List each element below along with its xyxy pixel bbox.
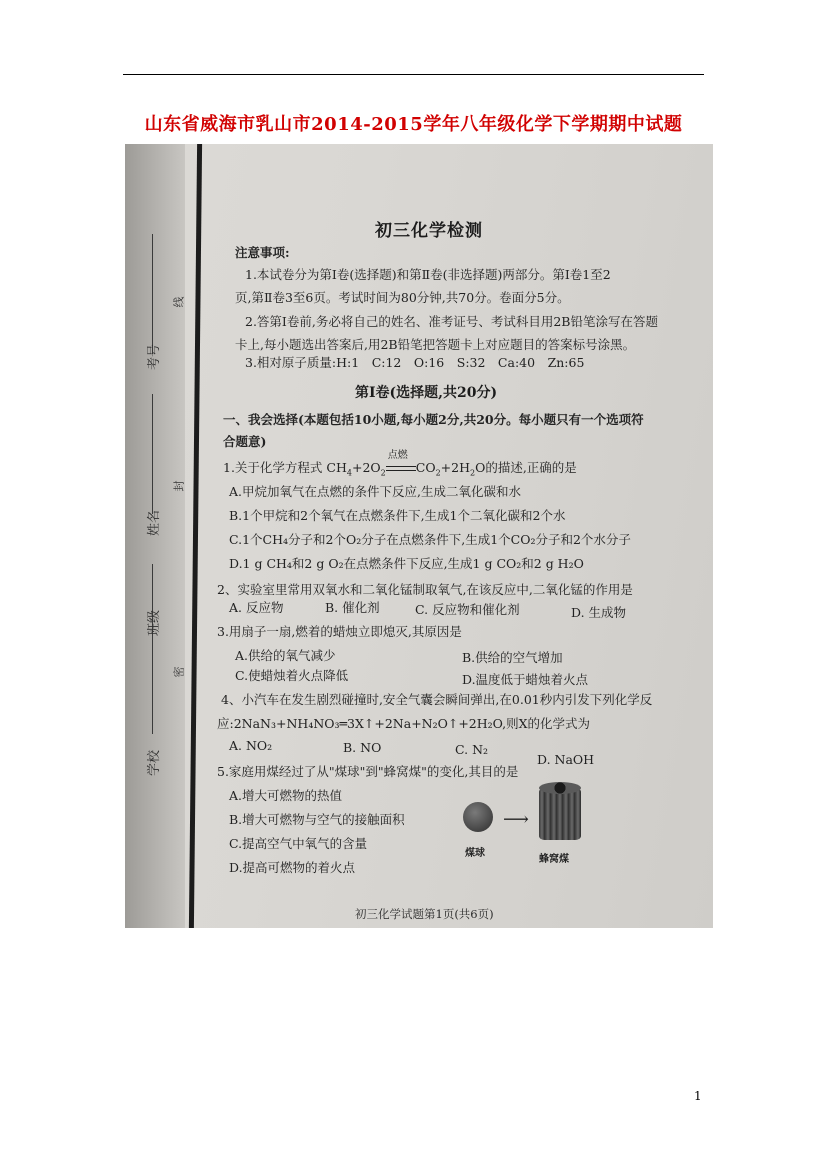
honeycomb-coal-label: 蜂窝煤 — [539, 854, 569, 865]
seal-mark-line: 线 — [172, 296, 186, 308]
q2-option-b: B. 催化剂 — [325, 600, 380, 615]
q4-option-d: D. NaOH — [537, 752, 595, 767]
q4-option-b: B. NO — [343, 740, 382, 755]
notes-title: 注意事项: — [235, 245, 290, 260]
coal-ball-image — [463, 802, 493, 832]
exam-heading: 初三化学检测 — [375, 221, 483, 241]
honeycomb-coal-image — [539, 788, 581, 840]
q1-stem-post: 的描述,正确的是 — [485, 460, 577, 475]
instruction-line: 合题意) — [223, 434, 267, 449]
reaction-condition: 点燃 — [387, 450, 408, 461]
binding-label-school: 学校 — [147, 749, 162, 776]
section-title: 第Ⅰ卷(选择题,共20分) — [355, 385, 498, 401]
seal-mark-seal: 封 — [172, 480, 186, 492]
binding-label-class: 班级 — [147, 609, 162, 636]
note-line: 卡上,每小题选出答案后,用2B铅笔把答题卡上对应题目的答案标号涂黑。 — [235, 337, 636, 352]
q3-option-b: B.供给的空气增加 — [462, 650, 563, 665]
q2-option-a: A. 反应物 — [229, 600, 284, 615]
page-footer: 初三化学试题第1页(共6页) — [355, 907, 494, 921]
binding-label-exam-number: 考号 — [147, 343, 162, 370]
binding-underline — [152, 394, 153, 514]
q2-option-d: D. 生成物 — [571, 605, 627, 620]
question-3-stem: 3.用扇子一扇,燃着的蜡烛立即熄灭,其原因是 — [217, 624, 462, 639]
arrow-right-icon: ⟶ — [503, 809, 529, 830]
document-title: 山东省威海市乳山市2014-2015学年八年级化学下学期期中试题 — [144, 114, 683, 135]
instruction-line: 一、我会选择(本题包括10小题,每小题2分,共20分。每小题只有一个选项符 — [223, 412, 644, 427]
q2-option-c: C. 反应物和催化剂 — [415, 602, 520, 617]
q3-option-c: C.使蜡烛着火点降低 — [235, 668, 349, 683]
q3-option-a: A.供给的氧气减少 — [235, 648, 336, 663]
question-1-stem: 1.关于化学方程式 $CH_4+2O_2$ 点燃 $CO_2+2H_2O$的描述,正确的是 — [223, 450, 577, 478]
q5-option-b: B.增大可燃物与空气的接触面积 — [229, 812, 405, 827]
binding-underline — [152, 644, 153, 734]
q1-option-c: C.1个CH₄分子和2个O₂分子在点燃条件下,生成1个CO₂分子和2个水分子 — [229, 532, 631, 547]
q1-stem-pre: 1.关于化学方程式 CH — [223, 460, 347, 475]
q4-option-a: A. NO₂ — [229, 738, 273, 753]
photo-edge-shadow — [125, 144, 185, 928]
reaction-arrow — [386, 450, 416, 475]
q3-option-d: D.温度低于蜡烛着火点 — [462, 672, 589, 687]
exam-paper-photo — [125, 144, 713, 928]
q5-option-d: D.提高可燃物的着火点 — [229, 860, 356, 875]
note-line: 1.本试卷分为第Ⅰ卷(选择题)和第Ⅱ卷(非选择题)两部分。第Ⅰ卷1至2 — [245, 267, 611, 282]
q5-option-a: A.增大可燃物的热值 — [229, 788, 343, 803]
question-5-stem: 5.家庭用煤经过了从"煤球"到"蜂窝煤"的变化,其目的是 — [217, 764, 519, 779]
binding-line — [189, 144, 202, 928]
seal-mark-secret: 密 — [172, 666, 186, 678]
question-2-stem: 2、实验室里常用双氧水和二氧化锰制取氧气,在该反应中,二氧化锰的作用是 — [217, 582, 633, 597]
q4-option-c: C. N₂ — [455, 742, 489, 757]
q1-option-b: B.1个甲烷和2个氧气在点燃条件下,生成1个二氧化碳和2个水 — [229, 508, 566, 523]
binding-label-name: 姓名 — [147, 509, 162, 536]
q5-option-c: C.提高空气中氧气的含量 — [229, 836, 368, 851]
question-4-stem-2: 应:2NaN₃+NH₄NO₃═3X↑+2Na+N₂O↑+2H₂O,则X的化学式为 — [217, 716, 591, 731]
q1-option-a: A.甲烷加氧气在点燃的条件下反应,生成二氧化碳和水 — [229, 484, 521, 499]
page-number: 1 — [694, 1089, 702, 1103]
note-line: 页,第Ⅱ卷3至6页。考试时间为80分钟,共70分。卷面分5分。 — [235, 290, 570, 305]
question-4-stem-1: 4、小汽车在发生剧烈碰撞时,安全气囊会瞬间弹出,在0.01秒内引发下列化学反 — [221, 692, 653, 707]
note-line: 3.相对原子质量:H:1 C:12 O:16 S:32 Ca:40 Zn:65 — [245, 355, 585, 370]
note-line: 2.答第Ⅰ卷前,务必将自己的姓名、准考证号、考试科目用2B铅笔涂写在答题 — [245, 314, 658, 329]
coal-ball-label: 煤球 — [465, 848, 485, 859]
binding-underline — [152, 234, 153, 354]
q1-option-d: D.1 g CH₄和2 g O₂在点燃条件下反应,生成1 g CO₂和2 g H₂O — [229, 556, 584, 571]
header-rule — [123, 74, 704, 75]
